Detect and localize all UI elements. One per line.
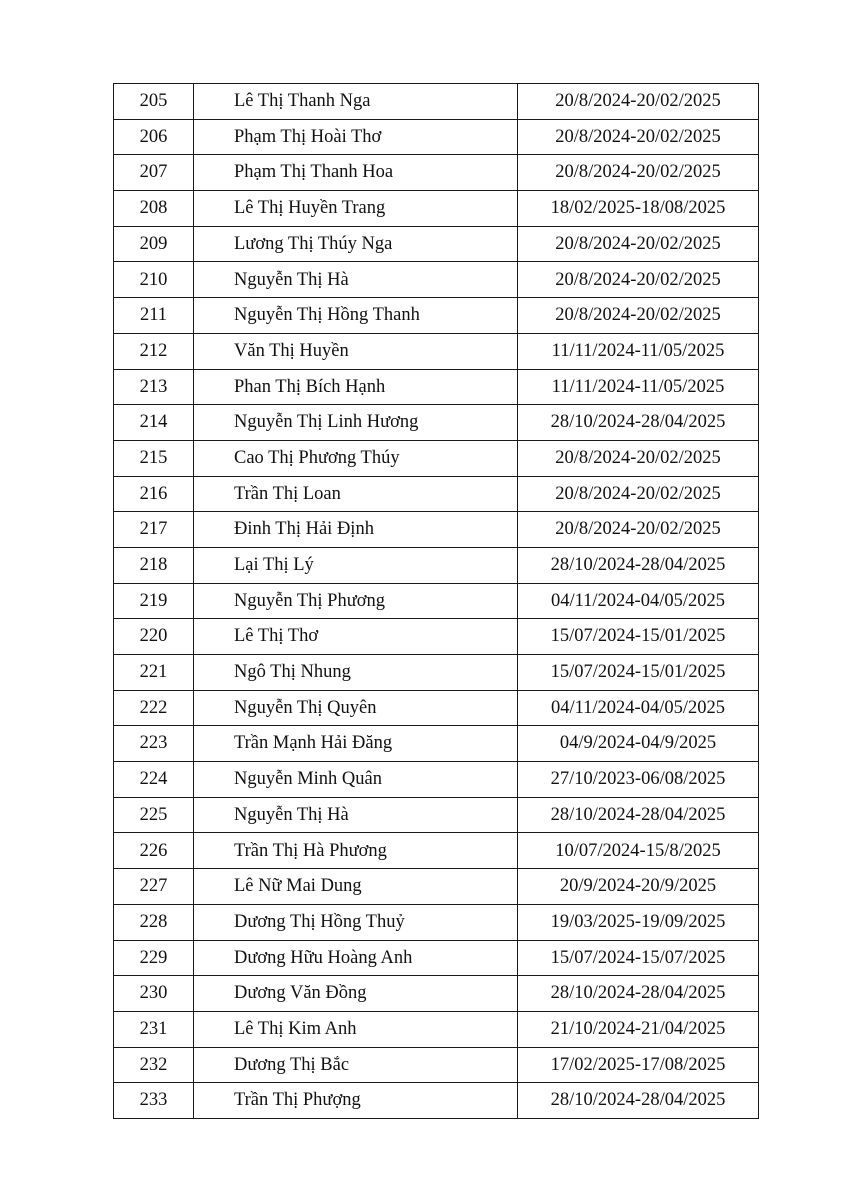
row-number-cell: 224	[114, 762, 194, 798]
date-range-cell: 28/10/2024-28/04/2025	[518, 547, 759, 583]
full-name-cell: Trần Thị Phượng	[194, 1083, 518, 1119]
date-range-cell: 28/10/2024-28/04/2025	[518, 1083, 759, 1119]
row-number-cell: 212	[114, 333, 194, 369]
row-number-cell: 213	[114, 369, 194, 405]
date-range-cell: 20/8/2024-20/02/2025	[518, 262, 759, 298]
table-row	[114, 333, 759, 369]
date-range-cell: 20/8/2024-20/02/2025	[518, 512, 759, 548]
row-number-cell: 217	[114, 512, 194, 548]
row-number-cell: 226	[114, 833, 194, 869]
row-number-cell: 209	[114, 226, 194, 262]
full-name-cell: Nguyễn Thị Phương	[194, 583, 518, 619]
date-range-cell: 15/07/2024-15/07/2025	[518, 940, 759, 976]
date-range-cell: 18/02/2025-18/08/2025	[518, 191, 759, 227]
date-range-cell: 20/8/2024-20/02/2025	[518, 298, 759, 334]
table-row	[114, 476, 759, 512]
full-name-cell: Lê Thị Thanh Nga	[194, 84, 518, 120]
table-row	[114, 298, 759, 334]
full-name-cell: Phạm Thị Hoài Thơ	[194, 119, 518, 155]
table-row	[114, 369, 759, 405]
row-number-cell: 227	[114, 869, 194, 905]
table-row	[114, 547, 759, 583]
full-name-cell: Văn Thị Huyền	[194, 333, 518, 369]
full-name-cell: Đinh Thị Hải Định	[194, 512, 518, 548]
row-number-cell: 205	[114, 84, 194, 120]
table-row	[114, 869, 759, 905]
table-row	[114, 762, 759, 798]
full-name-cell: Trần Thị Hà Phương	[194, 833, 518, 869]
row-number-cell: 214	[114, 405, 194, 441]
row-number-cell: 207	[114, 155, 194, 191]
full-name-cell: Nguyễn Thị Hà	[194, 262, 518, 298]
row-number-cell: 223	[114, 726, 194, 762]
table-row	[114, 226, 759, 262]
table-row	[114, 655, 759, 691]
date-range-cell: 17/02/2025-17/08/2025	[518, 1047, 759, 1083]
roster-table	[113, 83, 759, 1119]
row-number-cell: 220	[114, 619, 194, 655]
row-number-cell: 218	[114, 547, 194, 583]
table-row	[114, 262, 759, 298]
table-row	[114, 583, 759, 619]
date-range-cell: 28/10/2024-28/04/2025	[518, 976, 759, 1012]
date-range-cell: 19/03/2025-19/09/2025	[518, 904, 759, 940]
full-name-cell: Dương Hữu Hoàng Anh	[194, 940, 518, 976]
full-name-cell: Dương Văn Đồng	[194, 976, 518, 1012]
full-name-cell: Dương Thị Hồng Thuỷ	[194, 904, 518, 940]
date-range-cell: 28/10/2024-28/04/2025	[518, 797, 759, 833]
table-row	[114, 84, 759, 120]
row-number-cell: 222	[114, 690, 194, 726]
date-range-cell: 15/07/2024-15/01/2025	[518, 619, 759, 655]
table-row	[114, 512, 759, 548]
table-row	[114, 904, 759, 940]
row-number-cell: 216	[114, 476, 194, 512]
table-row	[114, 690, 759, 726]
row-number-cell: 231	[114, 1011, 194, 1047]
table-row	[114, 440, 759, 476]
table-row	[114, 619, 759, 655]
full-name-cell: Lại Thị Lý	[194, 547, 518, 583]
full-name-cell: Phan Thị Bích Hạnh	[194, 369, 518, 405]
full-name-cell: Ngô Thị Nhung	[194, 655, 518, 691]
table-row	[114, 191, 759, 227]
row-number-cell: 221	[114, 655, 194, 691]
full-name-cell: Nguyễn Thị Hồng Thanh	[194, 298, 518, 334]
row-number-cell: 232	[114, 1047, 194, 1083]
full-name-cell: Lê Nữ Mai Dung	[194, 869, 518, 905]
full-name-cell: Nguyễn Thị Linh Hương	[194, 405, 518, 441]
full-name-cell: Lê Thị Huyền Trang	[194, 191, 518, 227]
row-number-cell: 230	[114, 976, 194, 1012]
full-name-cell: Trần Thị Loan	[194, 476, 518, 512]
row-number-cell: 208	[114, 191, 194, 227]
full-name-cell: Trần Mạnh Hải Đăng	[194, 726, 518, 762]
date-range-cell: 10/07/2024-15/8/2025	[518, 833, 759, 869]
roster-table-body	[114, 84, 759, 1119]
full-name-cell: Lê Thị Kim Anh	[194, 1011, 518, 1047]
date-range-cell: 11/11/2024-11/05/2025	[518, 369, 759, 405]
full-name-cell: Dương Thị Bắc	[194, 1047, 518, 1083]
date-range-cell: 04/11/2024-04/05/2025	[518, 583, 759, 619]
date-range-cell: 20/8/2024-20/02/2025	[518, 440, 759, 476]
row-number-cell: 215	[114, 440, 194, 476]
date-range-cell: 15/07/2024-15/01/2025	[518, 655, 759, 691]
table-row	[114, 976, 759, 1012]
row-number-cell: 233	[114, 1083, 194, 1119]
table-row	[114, 119, 759, 155]
full-name-cell: Cao Thị Phương Thúy	[194, 440, 518, 476]
table-row	[114, 405, 759, 441]
date-range-cell: 27/10/2023-06/08/2025	[518, 762, 759, 798]
table-row	[114, 940, 759, 976]
table-row	[114, 1011, 759, 1047]
full-name-cell: Nguyễn Thị Quyên	[194, 690, 518, 726]
date-range-cell: 20/8/2024-20/02/2025	[518, 84, 759, 120]
table-row	[114, 833, 759, 869]
row-number-cell: 225	[114, 797, 194, 833]
table-row	[114, 155, 759, 191]
row-number-cell: 211	[114, 298, 194, 334]
date-range-cell: 04/11/2024-04/05/2025	[518, 690, 759, 726]
table-row	[114, 1047, 759, 1083]
date-range-cell: 20/8/2024-20/02/2025	[518, 476, 759, 512]
row-number-cell: 206	[114, 119, 194, 155]
row-number-cell: 219	[114, 583, 194, 619]
full-name-cell: Lê Thị Thơ	[194, 619, 518, 655]
full-name-cell: Nguyễn Minh Quân	[194, 762, 518, 798]
full-name-cell: Lương Thị Thúy Nga	[194, 226, 518, 262]
table-row	[114, 1083, 759, 1119]
date-range-cell: 28/10/2024-28/04/2025	[518, 405, 759, 441]
date-range-cell: 11/11/2024-11/05/2025	[518, 333, 759, 369]
row-number-cell: 228	[114, 904, 194, 940]
table-row	[114, 797, 759, 833]
date-range-cell: 20/8/2024-20/02/2025	[518, 226, 759, 262]
row-number-cell: 210	[114, 262, 194, 298]
full-name-cell: Nguyễn Thị Hà	[194, 797, 518, 833]
table-row	[114, 726, 759, 762]
row-number-cell: 229	[114, 940, 194, 976]
date-range-cell: 21/10/2024-21/04/2025	[518, 1011, 759, 1047]
date-range-cell: 20/8/2024-20/02/2025	[518, 155, 759, 191]
full-name-cell: Phạm Thị Thanh Hoa	[194, 155, 518, 191]
date-range-cell: 20/8/2024-20/02/2025	[518, 119, 759, 155]
date-range-cell: 20/9/2024-20/9/2025	[518, 869, 759, 905]
date-range-cell: 04/9/2024-04/9/2025	[518, 726, 759, 762]
